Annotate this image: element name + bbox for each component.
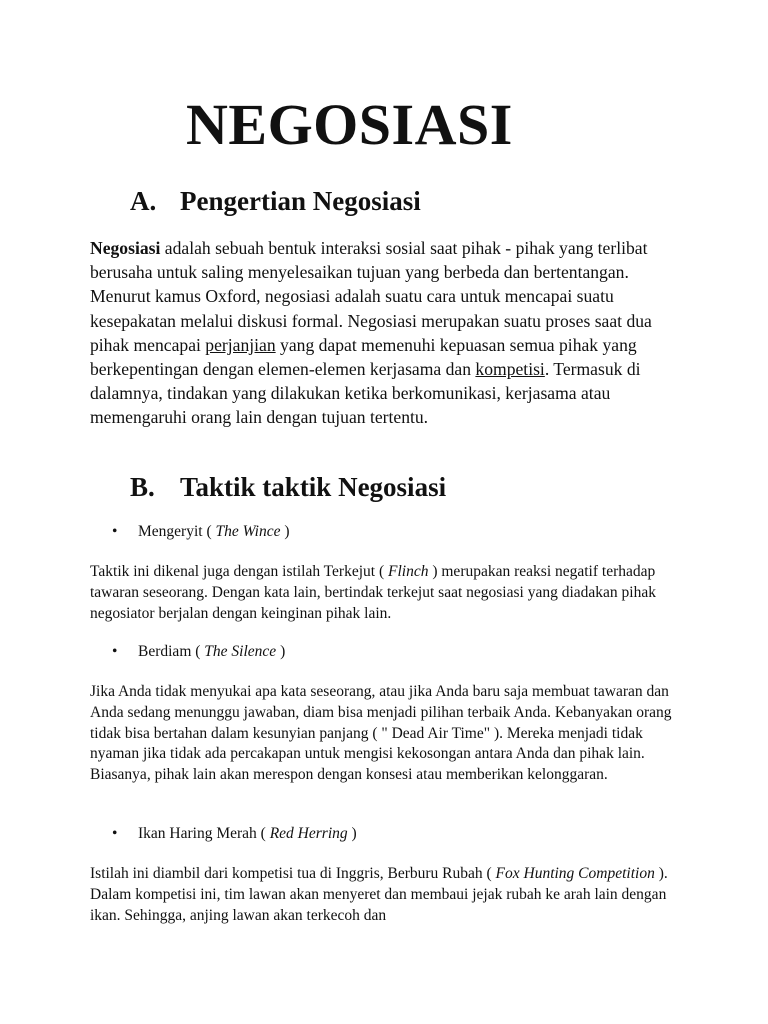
tactic-2-name-italic: The Silence <box>204 643 277 660</box>
section-b-heading <box>130 474 446 501</box>
tactic-2-description <box>90 682 680 786</box>
document-title: NEGOSIASI <box>186 92 513 157</box>
section-a-heading <box>130 188 421 215</box>
tactic-2-bullet-item <box>112 642 285 662</box>
definition-text-2: yang dapat memenuhi kepuasan semua pihak yang berkepentingan dengan elemen-elemen kerjasama dan <box>90 334 637 380</box>
section-a-letter: A. <box>130 186 157 216</box>
tactic-1-description <box>90 562 680 624</box>
tactic-3-name: Ikan Haring Merah ( <box>138 825 270 842</box>
tactic-3-name-italic: Red Herring <box>269 825 348 842</box>
bullet-dot-icon: • <box>112 643 118 660</box>
section-b-letter: B. <box>130 472 155 502</box>
tactic-3-name-end: ) <box>347 825 357 842</box>
definition-text-1: adalah sebuah bentuk interaksi sosial saat pihak - pihak yang terlibat berusaha untuk saling menyelesaikan tujuan yang berbeda dan bertentangan. Menurut kamus Oxford, negosiasi adalah suatu cara untuk mencapai suatu kesepakatan melalui diskusi formal. Negosiasi merupakan suatu proses saat dua pihak mencapai <box>90 238 652 355</box>
tactic-1-name: Mengeryit ( <box>138 523 216 540</box>
tactic-3-description <box>90 864 680 926</box>
definition-paragraph <box>90 236 690 430</box>
tactic-3-desc-italic: Fox Hunting Competition <box>495 865 655 882</box>
tactic-2-name: Berdiam ( <box>138 643 205 660</box>
section-b-title: Taktik taktik Negosiasi <box>180 472 447 502</box>
tactic-3-bullet-item <box>112 824 357 844</box>
tactic-3-desc-2: ). Dalam kompetisi ini, tim lawan akan menyeret dan membaui jejak rubah ke arah lain dengan ikan. Sehingga, anjing lawan akan terkecoh dan <box>90 865 668 924</box>
section-a-title: Pengertian Negosiasi <box>180 186 421 216</box>
bullet-dot-icon: • <box>112 825 118 842</box>
tactic-2-desc-1: Jika Anda tidak menyukai apa kata seseorang, atau jika Anda baru saja membuat tawaran dan Anda sedang menunggu jawaban, diam bisa menjadi pilihan terbaik Anda. Kebanyakan orang tidak bisa bertahan dalam kesunyian panjang ( " Dead Air Time" ). Mereka menjadi tidak nyaman jika tidak ada percakapan untuk mengisi kekosongan antara Anda dan pihak lain. Biasanya, pihak lain akan merespon dengan konsesi atau memberikan kelonggaran. <box>90 683 672 784</box>
tactic-1-desc-2: ) merupakan reaksi negatif terhadap tawaran seseorang. Dengan kata lain, bertindak terkejut saat negosiasi yang diadakan pihak negosiator berjalan dengan keinginan pihak lain. <box>90 563 656 622</box>
link-kompetisi[interactable]: kompetisi <box>475 359 545 380</box>
tactic-1-name-italic: The Wince <box>215 523 281 540</box>
tactic-1-bullet-item <box>112 522 290 542</box>
definition-text-3: . Termasuk di dalamnya, tindakan yang dilakukan ketika berkomunikasi, kerjasama atau memengaruhi orang lain dengan tujuan tertentu. <box>90 359 641 428</box>
tactic-3-desc-1: Istilah ini diambil dari kompetisi tua di Inggris, Berburu Rubah ( <box>90 865 496 882</box>
tactic-1-desc-italic: Flinch <box>388 563 429 580</box>
tactic-2-name-end: ) <box>276 643 286 660</box>
definition-term: Negosiasi <box>90 238 161 258</box>
link-perjanjian[interactable]: perjanjian <box>205 334 276 355</box>
tactic-1-desc-1: Taktik ini dikenal juga dengan istilah Terkejut ( <box>90 563 388 580</box>
bullet-dot-icon: • <box>112 523 118 540</box>
tactic-1-name-end: ) <box>280 523 290 540</box>
